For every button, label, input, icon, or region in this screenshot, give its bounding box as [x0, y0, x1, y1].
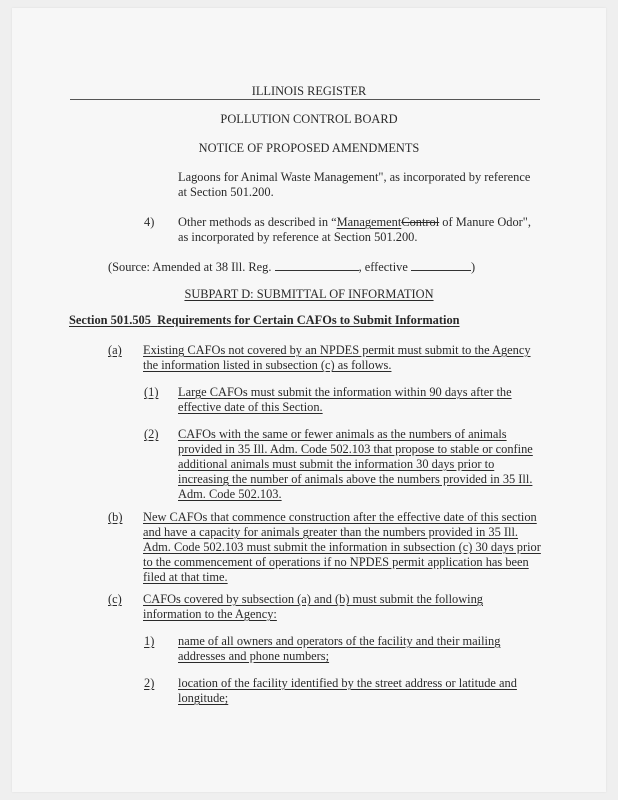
effective-blank [411, 259, 471, 271]
para-a-label: (a) [108, 343, 122, 357]
source-text-b: , effective [358, 260, 408, 274]
source-text-c: ) [470, 260, 476, 274]
document-page [12, 8, 606, 792]
para-a1-text: Large CAFOs must submit the information within 90 days after the effective date of this Section. [178, 385, 512, 414]
para-a2-text: CAFOs with the same or fewer animals as the numbers of animals provided in 35 Ill. Adm. Code 502.103 that propose to stable or confine additional animals must submit the information 30 days prior to increasing the number of animals above the numbers provided in 35 Ill. Adm. Code 502.103. [178, 427, 533, 501]
section-number: Section 501.505 [69, 313, 151, 327]
register-title: ILLINOIS REGISTER [251, 84, 367, 98]
item-4-deleted: Control [401, 215, 440, 229]
para-b-label: (b) [108, 510, 123, 524]
para-c1-label: 1) [144, 634, 155, 648]
header-rule [70, 99, 540, 100]
para-b-text: New CAFOs that commence construction after the effective date of this section and have a capacity for animals greater than the numbers provided in 35 Ill. Adm. Code 502.103 must submit the information in subsection (c) 30 days prior to the commencement of operations if no NPDES permit application has been filed at that time. [143, 510, 541, 584]
para-c1-text: name of all owners and operators of the facility and their mailing addresses and phone numbers; [178, 634, 501, 663]
section-heading [69, 313, 460, 328]
reg-blank [275, 259, 359, 271]
item-4-text-a: Other methods as described in “ [178, 215, 337, 229]
subpart-heading: SUBPART D: SUBMITTAL OF INFORMATION [184, 287, 434, 301]
item-4-text [178, 215, 540, 245]
item-4-text-b: of Manure Odor", as incorporated by reference at Section 501.200. [178, 215, 531, 244]
source-text-a: (Source: Amended at 38 Ill. Reg. [108, 260, 272, 274]
notice-title: NOTICE OF PROPOSED AMENDMENTS [198, 141, 420, 155]
board-title: POLLUTION CONTROL BOARD [220, 112, 398, 126]
source-note [108, 259, 548, 275]
section-title: Requirements for Certain CAFOs to Submit Information [157, 313, 460, 327]
item-4-inserted: Management [336, 215, 402, 229]
para-c-text: CAFOs covered by subsection (a) and (b) must submit the following information to the Agency: [143, 592, 484, 621]
continued-item-text: Lagoons for Animal Waste Management", as incorporated by reference at Section 501.200. [178, 170, 531, 199]
para-a2-label: (2) [144, 427, 159, 441]
para-c2-label: 2) [144, 676, 155, 690]
para-c-label: (c) [108, 592, 122, 606]
para-c2-text: location of the facility identified by the street address or latitude and longitude; [178, 676, 517, 705]
para-a1-label: (1) [144, 385, 159, 399]
para-a-text: Existing CAFOs not covered by an NPDES permit must submit to the Agency the information listed in subsection (c) as follows. [143, 343, 531, 372]
item-4-number: 4) [144, 215, 155, 229]
